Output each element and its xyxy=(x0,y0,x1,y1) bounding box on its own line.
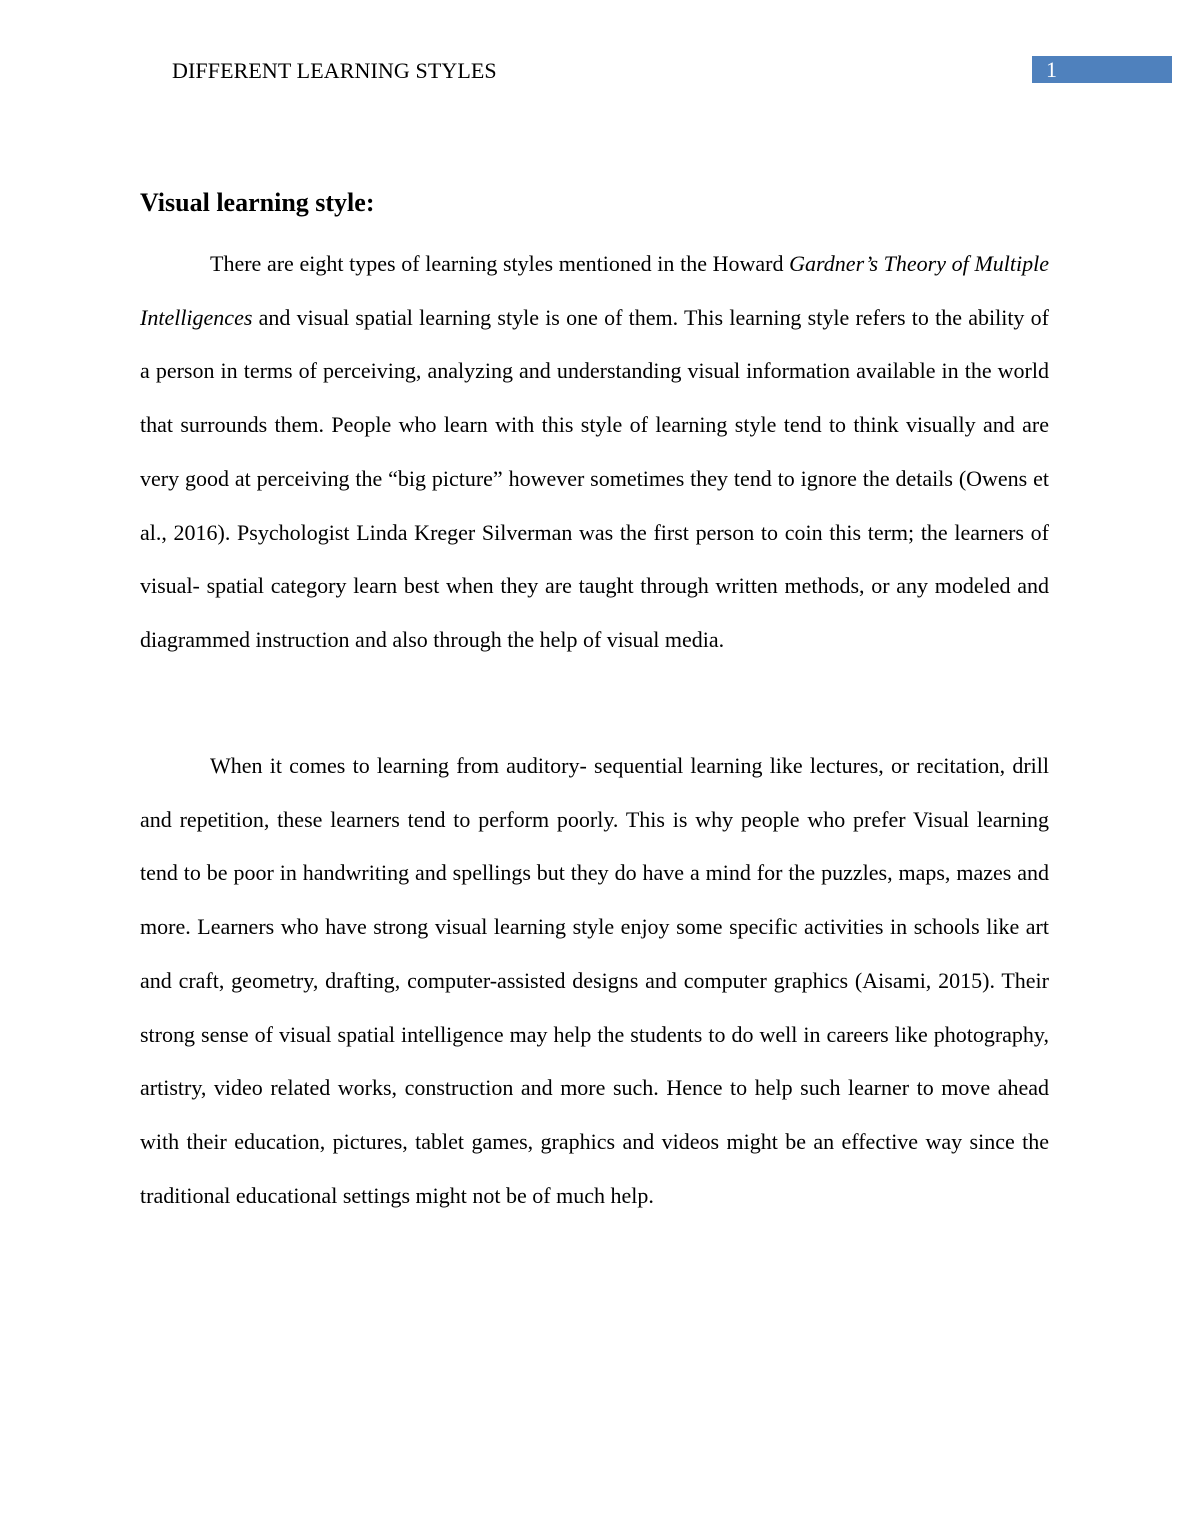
body-paragraph-1 xyxy=(140,237,1049,667)
page-number: 1 xyxy=(1046,57,1057,82)
paragraph-1-text-start: There are eight types of learning styles mentioned in the Howard xyxy=(210,251,790,276)
theory-title: Gardner’s Theory of Multiple Intelligences xyxy=(140,251,1049,330)
paragraph-1-text-end: and visual spatial learning style is one of them. This learning style refers to the ability of a person in terms of perceiving, analyzing and understanding visual information available in the world that surrounds them. People who learn with this style of learning style tend to think visually and are very good at perceiving the “big picture” however sometimes they tend to ignore the details (Owens et al., 2016). Psychologist Linda Kreger Silverman was the first person to coin this term; the learners of visual- spatial category learn best when they are taught through written methods, or any modeled and diagrammed instruction and also through the help of visual media. xyxy=(140,304,1049,652)
page-number-box xyxy=(1032,56,1172,83)
running-head: DIFFERENT LEARNING STYLES xyxy=(172,58,497,83)
section-heading: Visual learning style: xyxy=(140,188,375,217)
body-paragraph-2: When it comes to learning from auditory- sequential learning like lectures, or recitation, drill and repetition, these learners tend to perform poorly. This is why people who prefer Visual learning tend to be poor in handwriting and spellings but they do have a mind for the puzzles, maps, mazes and more. Learners who have strong visual learning style enjoy some specific activities in schools like art and craft, geometry, drafting, computer-assisted designs and computer graphics (Aisami, 2015). Their strong sense of visual spatial intelligence may help the students to do well in careers like photography, artistry, video related works, construction and more such. Hence to help such learner to move ahead with their education, pictures, tablet games, graphics and videos might be an effective way since the traditional educational settings might not be of much help. xyxy=(140,753,1049,1208)
